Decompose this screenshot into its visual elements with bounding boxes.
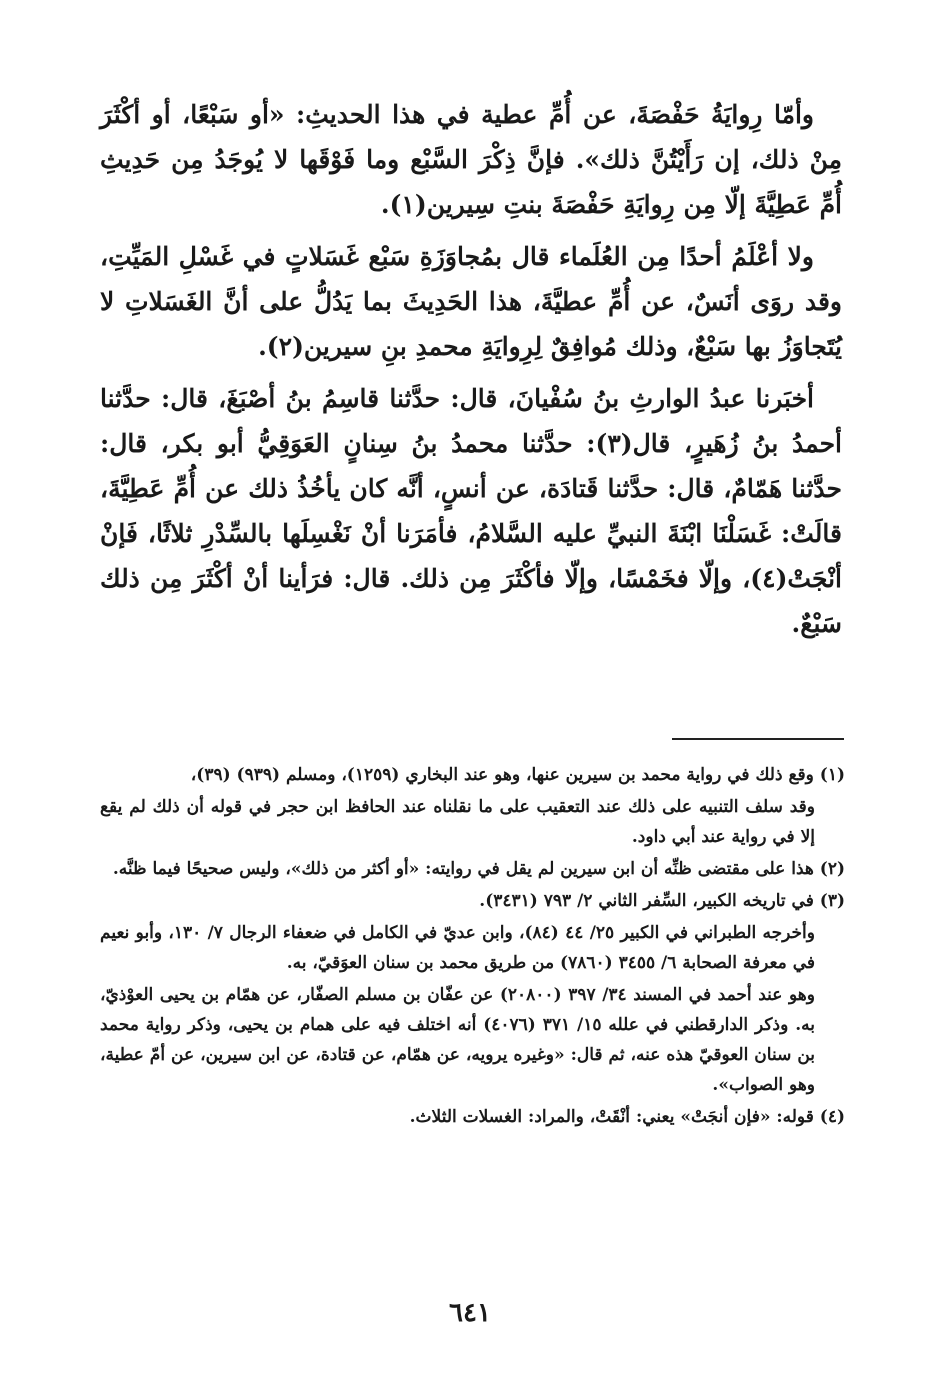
paragraph-3: أخبَرنا عبدُ الوارثِ بنُ سُفْيانَ، قال: حدَّثنا قاسِمُ بنُ أصْبَغَ، قال: حدَّثنا أحمدُ بنُ زُهَيرٍ، قال(٣): حدَّثنا محمدُ بنُ سِنانٍ العَوَقِيُّ أبو بكر، قال: حدَّثنا هَمّامٌ، قال: حدَّثنا قَتادَة، عن أنسٍ، أنَّه كان يأخُذُ ذلك عن أُمِّ عَطِيَّةَ، قالَتْ: غَسَلْنَا ابْنَةَ النبيِّ عليه السَّلامُ، فأمَرَنا أنْ نَغْسِلَها بالسِّدْرِ ثلاثًا، فَإنْ أنْجَتْ(٤)، وإلّا فخَمْسًا، وإلّا فأكْثَرَ مِن ذلك. قال: فرَأينا أنْ أكْثَرَ مِن ذلك سَبْعٌ.	[100, 384, 842, 638]
page-number: ٦٤١	[449, 1298, 491, 1328]
footnotes	[100, 760, 845, 1134]
footnote-3-musnad: وهو عند أحمد في المسند ٣٤/ ٣٩٧ (٢٠٨٠٠) عن عفّان بن مسلم الصفّار، عن همّام بن يحيى العوْذيّ، به. وذكر الدارقطني في علله ١٥/ ٣٧١ (٤٠٧٦) أنه اختلف فيه على همام بن يحيى، وذكر رواية محمد بن سنان العوقيّ هذه عنه، ثم قال: «وغيره يرويه، عن همّام، عن قتادة، عن ابن سيرين، عن أمّ عطية، وهو الصواب».	[100, 985, 815, 1095]
footnote-3: (٣) في تاريخه الكبير، السِّفر الثاني ٢/ ٧٩٣ (٣٤٣١).	[479, 891, 845, 911]
footnote-1-continuation: وقد سلف التنبيه على ذلك عند التعقيب على ما نقلناه عند الحافظ ابن حجر في قوله أن ذلك لم يقع إلا في رواية عند أبي داود.	[100, 797, 815, 847]
footnote-3-sources: وأخرجه الطبراني في الكبير ٢٥/ ٤٤ (٨٤)، وابن عديّ في الكامل في ضعفاء الرجال ٧/ ١٣٠، وأبو نعيم في معرفة الصحابة ٦/ ٣٤٥٥ (٧٨٦٠) من طريق محمد بن سنان العوَقيّ، به.	[100, 923, 815, 973]
footnote-1: (١) وقع ذلك في رواية محمد بن سيرين عنها، وهو عند البخاري (١٢٥٩)، ومسلم (٩٣٩) (٣٩)،	[190, 765, 845, 785]
footnote-divider	[672, 738, 844, 740]
footnote-2: (٢) هذا على مقتضى ظنِّه أن ابن سيرين لم يقل في روايته: «أو أكثر من ذلك»، وليس صحيحًا فيما ظنَّه.	[112, 859, 845, 879]
paragraph-2: ولا أعْلَمُ أحدًا مِن العُلَماء قال بمُجاوَزَةِ سَبْع غَسَلاتٍ في غَسْلِ المَيِّتِ، وقد روَى أنَسٌ، عن أُمِّ عطيَّةَ، هذا الحَدِيثَ بما يَدُلُّ على أنَّ الغَسَلاتِ لا يُتَجاوَزُ بها سَبْعٌ، وذلك مُوافِقٌ لِرِوايَةِ محمدِ بنِ سيرين(٢).	[100, 242, 842, 361]
paragraph-1: وأمّا رِوايَةُ حَفْصَةَ، عن أُمِّ عطية في هذا الحديثِ: «أو سَبْعًا، أو أكْثَرَ مِنْ ذلك، إن رَأَيْتُنَّ ذلك». فإنَّ ذِكْرَ السَّبْع وما فَوْقَها لا يُوجَدُ مِن حَدِيثِ أُمِّ عَطِيَّةَ إلّا مِن رِوايَةِ حَفْصَةَ بنتِ سِيرين(١).	[100, 100, 842, 219]
footnote-4: (٤) قوله: «فإن أنجَتْ» يعني: أنْقَتْ، والمراد: الغسلات الثلاث.	[409, 1107, 845, 1127]
main-text	[100, 92, 842, 653]
